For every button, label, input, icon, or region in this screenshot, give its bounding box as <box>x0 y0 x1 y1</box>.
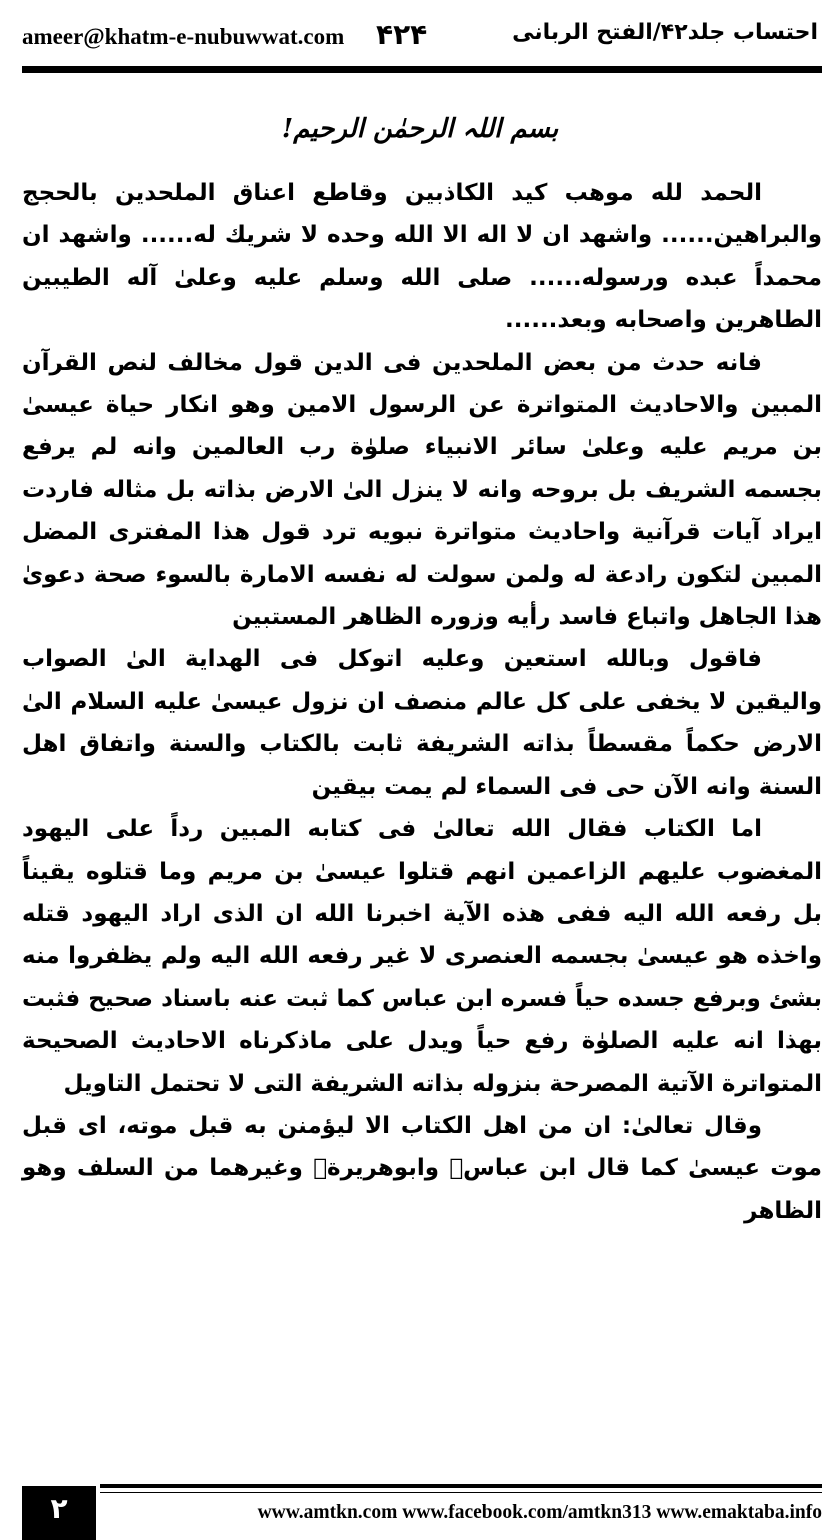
footer-page-number: ۲ <box>22 1486 96 1540</box>
header-divider <box>22 66 822 73</box>
body-text <box>22 172 822 1232</box>
footer-divider <box>100 1484 822 1488</box>
paragraph: وقال تعالىٰ: ان من اهل الكتاب الا ليؤمنن به قبل موته، اى قبل موت عيسىٰ كما قال ابن عباسؓ وابوهريرةؓ وغيرهما من السلف وهو الظاهر <box>22 1112 822 1224</box>
paragraph: فانه حدث من بعض الملحدين فى الدين قول مخالف لنص القرآن المبين والاحاديث المتواترة عن الرسول الامين وهو انكار حياة عيسىٰ بن مريم عليه وعلىٰ سائر الانبياء صلوٰة رب العالمين وانه لم يرفع بجسمه الشريف بل بروحه وانه لا ينزل الىٰ الارض بذاته بل مثاله فاردت ايراد آيات قرآنية واحاديث متواترة نبويه ترد قول هذا المفترى المضل المبين لتكون رادعة له ولمن سولت له نفسه الامارة بالسوء صحة دعوىٰ هذا الجاهل واتباع فاسد رأيه وزوره الظاهر المستبين <box>22 349 822 631</box>
header-email: ameer@khatm-e-nubuwwat.com <box>22 24 345 49</box>
page-header <box>0 0 840 70</box>
bismillah-heading: بسم اللہ الرحمٰن الرحیم! <box>281 114 559 144</box>
paragraph: فاقول وبالله استعين وعليه اتوكل فى الهداية الىٰ الصواب واليقين لا يخفى على كل عالم منصف ان نزول عيسىٰ عليه السلام الىٰ الارض حكماً مقسطاً بذاته الشريفة ثابت بالكتاب والسنة واتفاق اهل السنة وانه الآن حى فى السماء لم يمت بيقين <box>22 646 822 800</box>
paragraph: اما الكتاب فقال الله تعالىٰ فى كتابه المبين رداً على اليهود المغضوب عليهم الزاعمين انهم قتلوا عيسىٰ بن مريم وما قتلوه يقيناً بل رفعه الله اليه ففى هذه الآية اخبرنا الله ان الذى اراد اليهود قتله واخذه هو عيسىٰ بجسمه العنصرى لا غير رفعه الله اليه ولم يظفروا منه بشئ وبرفع جسده حياً فسره ابن عباس كما ثبت عنه باسناد صحيح فثبت بهذا انه عليه الصلوٰة رفع حياً ويدل على ماذكرناه الاحاديث الصحيحة المتواترة الآتية المصرحة بنزوله بذاته الشريفة التى لا تحتمل التاويل <box>22 816 822 1097</box>
footer-divider-thin <box>100 1492 822 1493</box>
paragraph: الحمد لله موهب كيد الكاذبين وقاطع اعناق الملحدين بالحجج والبراهين...... واشهد ان لا اله الا الله وحده لا شريك له...... واشهد ان محمداً عبده ورسوله...... صلى الله وسلم عليه وعلىٰ آله الطيبين الطاهرين واصحابه وبعد...... <box>22 180 822 334</box>
header-book-title: احتساب جلد۴۲/الفتح الربانی <box>512 20 818 45</box>
header-page-number: ۴۲۴ <box>376 18 428 51</box>
footer-links: www.amtkn.com www.facebook.com/amtkn313 www.emaktaba.info <box>257 1502 822 1523</box>
